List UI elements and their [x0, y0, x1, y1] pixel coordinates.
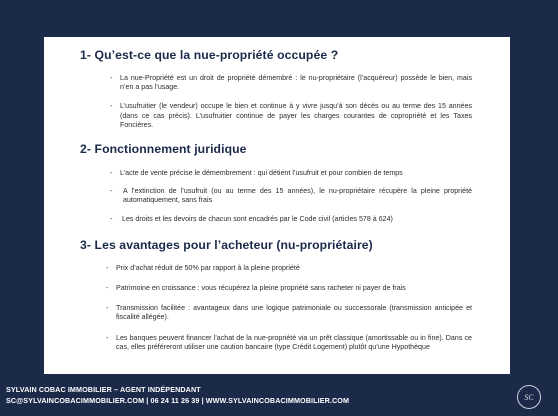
list-item: - A l’extinction de l’usufruit (ou au terme des 15 années), le nu-propriétaire récupère la pleine propriété automatiquement, sans frais — [120, 187, 472, 205]
section-title-legal: 2- Fonctionnement juridique — [80, 142, 247, 157]
section-title-advantages: 3- Les avantages pour l’acheteur (nu-propriétaire) — [80, 237, 373, 252]
list-item: - Les banques peuvent financer l’achat de la nue-propriété via un prêt classique (amortissable ou in fine). Dans ce cas, elles préféreront utiliser une caution bancaire (type Crédit Logement) plutôt qu’une Hypothèque — [116, 334, 472, 352]
footer — [6, 384, 349, 406]
definition-list — [120, 74, 472, 130]
footer-contact: SC@SYLVAINCOBACIMMOBILIER.COM | 06 24 11 26 39 | WWW.SYLVAINCOBACIMMOBILIER.COM — [6, 396, 350, 405]
sc-monogram-icon — [520, 388, 538, 406]
list-item: - Patrimoine en croissance : vous récupérez la pleine propriété sans racheter ni payer de frais — [116, 284, 472, 293]
list-item: - L’usufruitier (le vendeur) occupe le bien et continue à y vivre jusqu’à son décès ou au terme des 15 années (dans ce cas précis). L’usufruitier continue de payer les charges courantes de copropriété et les Taxes Foncières. — [120, 102, 472, 130]
list-item: - Transmission facilitée : avantageux dans une logique patrimoniale ou successorale (transmission anticipée et fiscalité allégée). — [116, 304, 472, 322]
list-item: - Prix d’achat réduit de 50% par rapport à la pleine propriété — [116, 264, 472, 273]
legal-list — [120, 169, 472, 224]
section-title-definition: 1- Qu’est-ce que la nue-propriété occupée ? — [80, 48, 339, 62]
advantages-list — [116, 264, 472, 352]
logo-monogram-text: SC — [524, 393, 534, 402]
footer-agency-name: SYLVAIN COBAC IMMOBILIER – AGENT INDÉPENDANT — [6, 385, 201, 394]
sc-monogram-logo — [517, 385, 541, 409]
list-item: - Les droits et les devoirs de chacun sont encadrés par le Code civil (articles 578 à 624) — [120, 215, 472, 224]
list-item: - L’acte de vente précise le démembrement : qui détient l’usufruit et pour combien de temps — [120, 169, 472, 178]
list-item: - La nue-Propriété est un droit de propriété démembré : le nu-propriétaire (l’acquéreur) possède le bien, mais n’en a pas l’usage. — [120, 74, 472, 92]
content-card — [44, 37, 510, 374]
